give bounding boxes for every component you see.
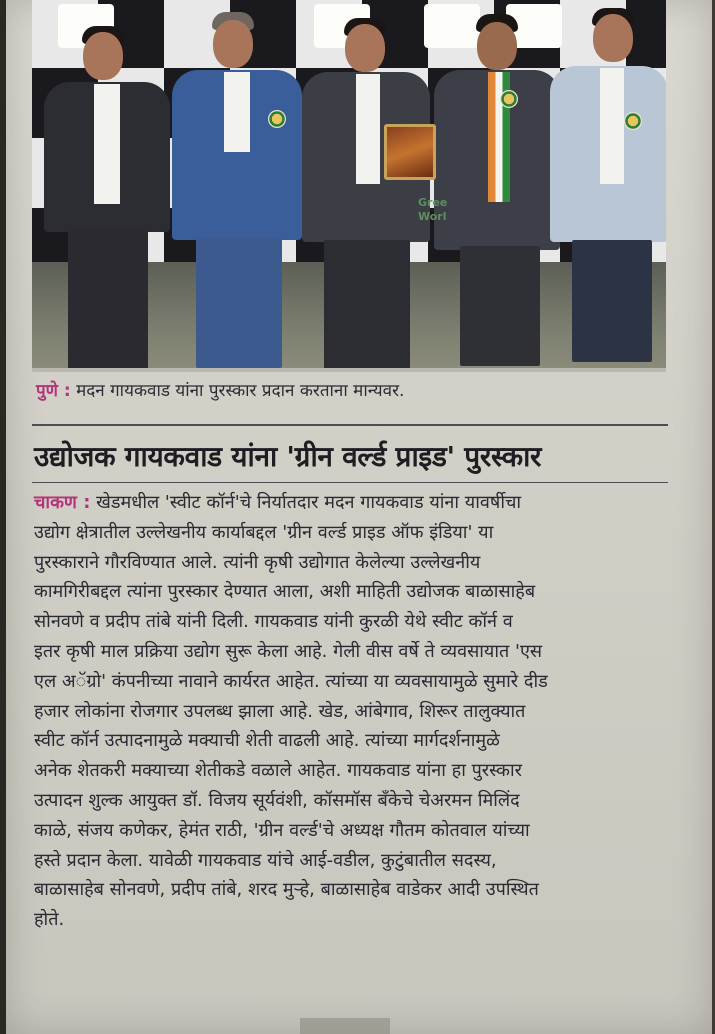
article-line: उत्पादन शुल्क आयुक्त डॉ. विजय सूर्यवंशी, कॉसमॉस बँकेचे चेअरमन मिलिंद (34, 789, 520, 811)
article-line: स्वीट कॉर्न उत्पादनामुळे मक्याची शेती वाढली आहे. त्यांच्या मार्गदर्शनामुळे (34, 730, 500, 752)
caption-text: मदन गायकवाड यांना पुरस्कार प्रदान करताना मान्यवर. (70, 381, 405, 401)
clipping-fold-shadow (300, 1018, 390, 1034)
article-line: हजार लोकांना रोजगार उपलब्ध झाला आहे. खेड, आंबेगाव, शिरूर तालुक्यात (34, 700, 526, 722)
headline: उद्योजक गायकवाड यांना 'ग्रीन वर्ल्ड प्राइड' पुरस्कार (34, 440, 542, 473)
article-line: इतर कृषी माल प्रक्रिया उद्योग सुरू केला आहे. गेली वीस वर्षे ते व्यवसायात 'एस (34, 640, 543, 662)
article-line: बाळासाहेब सोनवणे, प्रदीप तांबे, शरद मुऱ्हे, बाळासाहेब वाडेकर आदी उपस्थित (34, 879, 539, 901)
sponsor-logo (424, 4, 480, 48)
article-line: होते. (34, 909, 65, 931)
article-place: चाकण : (34, 492, 91, 513)
award-plaque (384, 124, 436, 180)
caption-place: पुणे : (36, 381, 71, 401)
divider-rule (32, 424, 668, 426)
divider-rule (32, 482, 668, 483)
article-line: उद्योग क्षेत्रातील उल्लेखनीय कार्याबद्दल 'ग्रीन वर्ल्ड प्राइड ऑफ इंडिया' या (34, 521, 494, 543)
article-line: चाकण : खेडमधील 'स्वीट कॉर्न'चे निर्यातदार मदन गायकवाड यांना यावर्षीचा (34, 492, 522, 513)
award-photo (32, 0, 666, 368)
backdrop-lettering: Gree Worl (418, 196, 448, 223)
article-line: एल अॅग्रो' कंपनीच्या नावाने कार्यरत आहेत. त्यांच्या या व्यवसायामुळे सुमारे दीड (34, 670, 548, 692)
article-line: अनेक शेतकरी मक्याच्या शेतीकडे वळाले आहेत. गायकवाड यांना हा पुरस्कार (34, 760, 523, 782)
photo-caption (36, 378, 676, 401)
article-body (34, 488, 694, 935)
article-line: हस्ते प्रदान केला. यावेळी गायकवाड यांचे आई-वडील, कुटुंबातील सदस्य, (34, 849, 497, 871)
article-line: काळे, संजय कणेकर, हेमंत राठी, 'ग्रीन वर्ल्ड'चे अध्यक्ष गौतम कोतवाल यांच्या (34, 819, 530, 841)
article-line: सोनवणे व प्रदीप तांबे यांनी दिली. गायकवाड यांनी कुरळी येथे स्वीट कॉर्न व (34, 611, 513, 633)
article-line: पुरस्काराने गौरविण्यात आले. त्यांनी कृषी उद्योगात केलेल्या उल्लेखनीय (34, 551, 481, 573)
article-line: कामगिरीबद्दल त्यांना पुरस्कार देण्यात आला, अशी माहिती उद्योजक बाळासाहेब (34, 581, 536, 603)
